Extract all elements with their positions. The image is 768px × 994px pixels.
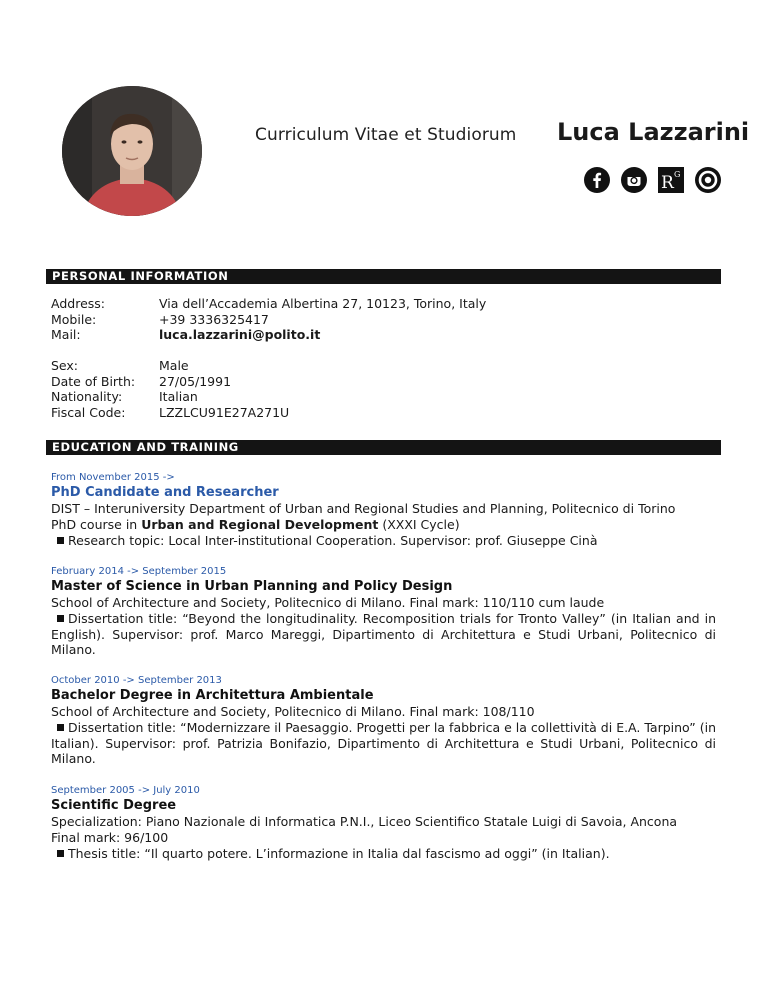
address-label: Address: [51,296,105,311]
entry-bullet-text: Thesis title: “Il quarto potere. L’informazione in Italia dal fascismo ad oggi” (in Italian). [68,845,610,861]
entry-degree: Master of Science in Urban Planning and Policy Design [51,579,453,594]
entry-course [51,517,716,533]
dob-value: 27/05/1991 [159,373,232,389]
candidate-name: Luca Lazzarini [557,118,750,146]
entry-bullet-text: Dissertation title: “Modernizzare il Paesaggio. Progetti per la fabbrica e la collettività di E.A. Tarpino” (in Italian). Supervisor: prof. Patrizia Bonifazio, Dipartimento di Architettura e Studi Urbani, Politecnico di Milano. [51,719,716,767]
section-education-training: EDUCATION AND TRAINING [46,440,721,455]
entry-date: September 2005 -> July 2010 [51,785,200,796]
fiscal-code-value: LZZLCU91E27A271U [159,404,290,420]
sex-label: Sex: [51,358,79,373]
entry-bullet [51,846,716,862]
sex-value: Male [159,358,189,373]
entry-institution: DIST – Interuniversity Department of Urban and Regional Studies and Planning, Politecnico di Torino [51,501,676,516]
instagram-icon[interactable] [621,167,647,193]
fiscal-code-label: Fiscal Code: [51,404,126,420]
personal-details [51,358,289,420]
facebook-icon[interactable] [584,167,610,193]
entry-specialization: Specialization: Piano Nazionale di Informatica P.N.I., Liceo Scientifico Statale Luigi di Savoia, Ancona [51,814,678,829]
social-links [584,167,721,193]
profile-photo [62,86,202,216]
dob-label: Date of Birth: [51,373,136,389]
mobile-value: +39 3336325417 [159,311,269,327]
mobile-label: Mobile: [51,311,97,327]
cv-title: Curriculum Vitae et Studiorum [255,125,517,145]
address-value: Via dell’Accademia Albertina 27, 10123, Torino, Italy [159,296,487,311]
researchgate-sup: G [674,170,681,179]
entry-bullet-text: Research topic: Local Inter-institutional Cooperation. Supervisor: prof. Giuseppe Cinà [68,532,598,548]
entry-course-suffix: (XXXI Cycle) [378,516,460,532]
researchgate-icon[interactable] [658,167,684,193]
researchgate-letter: R [661,173,674,193]
entry-date: February 2014 -> September 2015 [51,566,227,577]
entry-institution: School of Architecture and Society, Politecnico di Milano. Final mark: 108/110 [51,704,535,719]
issuu-icon[interactable] [695,167,721,193]
education-entry-bachelor [51,674,716,767]
entry-date: From November 2015 -> [51,472,175,483]
entry-institution: School of Architecture and Society, Politecnico di Milano. Final mark: 110/110 cum laude [51,595,605,610]
entry-course-prefix: PhD course in [51,516,142,532]
entry-degree: PhD Candidate and Researcher [51,485,279,500]
nationality-label: Nationality: [51,389,123,404]
bullet-icon [57,615,64,622]
bullet-icon [57,537,64,544]
section-personal-information: PERSONAL INFORMATION [46,269,721,284]
entry-bullet-text: Dissertation title: “Beyond the longitudinality. Recomposition trials for Tronto Valley” (in Italian and in English). Supervisor: prof. Marco Mareggi, Dipartimento di Architettura e Studi Urbani, Politecnico di Milano. [51,610,716,658]
entry-bullet [51,720,716,767]
entry-final-mark: Final mark: 96/100 [51,829,169,845]
entry-date: October 2010 -> September 2013 [51,675,222,686]
entry-degree: Scientific Degree [51,798,177,813]
education-entry-scientific [51,784,716,861]
entry-bullet [51,611,716,658]
contact-info [51,296,486,343]
mail-link[interactable]: luca.lazzarini@polito.it [159,327,321,342]
education-entry-master [51,565,716,658]
bullet-icon [57,850,64,857]
education-entry-phd [51,471,716,548]
entry-course-name: Urban and Regional Development [141,516,379,532]
nationality-value: Italian [159,389,198,404]
bullet-icon [57,724,64,731]
entry-degree: Bachelor Degree in Architettura Ambientale [51,688,374,703]
entry-bullet [51,533,716,549]
mail-label: Mail: [51,327,81,342]
